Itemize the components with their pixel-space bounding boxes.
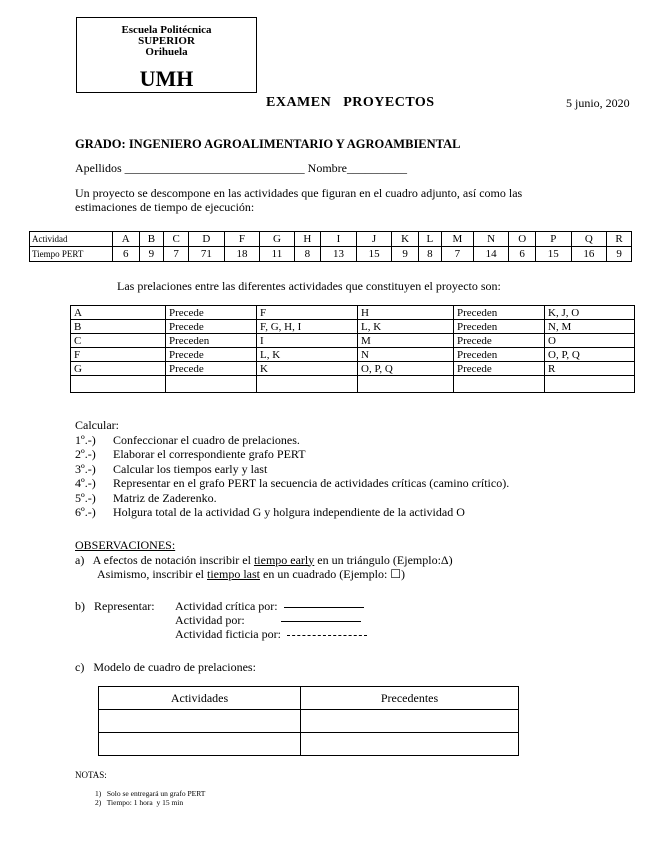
dummy-activity-label: Actividad ficticia por: bbox=[175, 627, 281, 641]
activity-label: Actividad bbox=[30, 232, 113, 247]
cell: Precede bbox=[454, 334, 545, 348]
critical-line-sample bbox=[284, 607, 364, 608]
cell: L, K bbox=[257, 348, 358, 362]
exam-title: EXAMEN PROYECTOS bbox=[266, 95, 435, 110]
time-cell: 9 bbox=[607, 247, 632, 262]
section-c-label: c) Modelo de cuadro de prelaciones: bbox=[75, 660, 256, 674]
cell bbox=[358, 376, 454, 393]
item-number: 6º.-) bbox=[75, 505, 96, 519]
calculate-title: Calcular: bbox=[75, 418, 119, 432]
item-number: 5º.-) bbox=[75, 490, 96, 505]
cell: F bbox=[71, 348, 166, 362]
activity-cell: F bbox=[224, 232, 260, 247]
time-cell: 13 bbox=[321, 247, 357, 262]
cell: Preceden bbox=[454, 306, 545, 320]
activity-cell: I bbox=[321, 232, 357, 247]
logo-line-3: Orihuela bbox=[145, 46, 188, 58]
cell: Precede bbox=[454, 362, 545, 376]
item-number: 1º.-) bbox=[75, 432, 96, 447]
logo-umh: UMH bbox=[139, 66, 194, 91]
cell: L, K bbox=[358, 320, 454, 334]
notes-title: NOTAS: bbox=[75, 770, 107, 780]
time-cell: 71 bbox=[189, 247, 225, 262]
activity-cell: A bbox=[113, 232, 140, 247]
time-cell: 18 bbox=[224, 247, 260, 262]
activity-cell: Q bbox=[571, 232, 607, 247]
cell: Precede bbox=[166, 362, 257, 376]
time-cell: 8 bbox=[418, 247, 441, 262]
cell bbox=[301, 710, 519, 733]
intro-text: Un proyecto se descompone en las actividades que figuran en el cuadro adjunto, así como las estimaciones de tiempo de ejecución: bbox=[75, 186, 523, 214]
item-text: Confeccionar el cuadro de prelaciones. bbox=[113, 432, 300, 447]
list-item bbox=[75, 476, 509, 491]
table-row bbox=[71, 320, 635, 334]
times-table bbox=[29, 231, 632, 262]
list-item bbox=[75, 447, 509, 462]
cell bbox=[99, 733, 301, 756]
activity-cell: J bbox=[356, 232, 392, 247]
apellidos-field[interactable]: Apellidos ______________________________ bbox=[75, 161, 305, 175]
activity-cell: D bbox=[189, 232, 225, 247]
cell bbox=[454, 376, 545, 393]
obs-a2-suffix: en un cuadrado (Ejemplo: ☐) bbox=[260, 567, 406, 581]
school-logo-box bbox=[76, 17, 257, 93]
time-cell: 14 bbox=[473, 247, 509, 262]
activity-cell: P bbox=[535, 232, 571, 247]
critical-activity-label: Actividad crítica por: bbox=[175, 599, 278, 613]
table-row bbox=[99, 733, 519, 756]
time-cell: 6 bbox=[113, 247, 140, 262]
cell: K bbox=[257, 362, 358, 376]
cell: N bbox=[358, 348, 454, 362]
cell: Preceden bbox=[454, 348, 545, 362]
name-fields bbox=[75, 161, 407, 176]
item-text: Holgura total de la actividad G y holgura independiente de la actividad O bbox=[113, 505, 465, 519]
time-row bbox=[30, 247, 632, 262]
item-number: 3º.-) bbox=[75, 461, 96, 476]
calculate-section bbox=[75, 418, 509, 520]
cell: C bbox=[71, 334, 166, 348]
prelations-table bbox=[70, 305, 635, 393]
activity-cell: M bbox=[441, 232, 473, 247]
item-text: Representar en el grafo PERT la secuencia de actividades críticas (camino crítico). bbox=[113, 476, 510, 490]
cell: K, J, O bbox=[545, 306, 635, 320]
activity-cell: K bbox=[392, 232, 419, 247]
cell: Precede bbox=[166, 306, 257, 320]
cell: R bbox=[545, 362, 635, 376]
cell: Precede bbox=[166, 320, 257, 334]
obs-a2-prefix: Asimismo, inscribir el bbox=[97, 567, 207, 581]
observations-title: OBSERVACIONES: bbox=[75, 538, 176, 552]
time-cell: 7 bbox=[164, 247, 189, 262]
table-row bbox=[71, 306, 635, 320]
time-cell: 9 bbox=[139, 247, 164, 262]
item-text: Elaborar el correspondiente grafo PERT bbox=[113, 447, 306, 461]
observation-a bbox=[75, 553, 453, 568]
cell bbox=[166, 376, 257, 393]
cell: Precede bbox=[166, 348, 257, 362]
cell: O, P, Q bbox=[545, 348, 635, 362]
time-cell: 15 bbox=[356, 247, 392, 262]
cell: F, G, H, I bbox=[257, 320, 358, 334]
nombre-field[interactable]: Nombre__________ bbox=[307, 161, 407, 175]
obs-a-underlined: tiempo early bbox=[253, 552, 315, 567]
activity-line-sample bbox=[281, 621, 361, 622]
time-cell: 15 bbox=[535, 247, 571, 262]
dummy-line-sample bbox=[287, 635, 367, 636]
col-precedents: Precedentes bbox=[301, 687, 519, 710]
table-row bbox=[71, 334, 635, 348]
cell: O bbox=[545, 334, 635, 348]
activity-cell: G bbox=[260, 232, 294, 247]
table-row bbox=[71, 362, 635, 376]
cell: H bbox=[358, 306, 454, 320]
cell bbox=[301, 733, 519, 756]
time-cell: 11 bbox=[260, 247, 294, 262]
obs-a2-underlined: tiempo last bbox=[207, 567, 260, 581]
table-row bbox=[71, 348, 635, 362]
item-number: 4º.-) bbox=[75, 476, 96, 490]
time-cell: 16 bbox=[571, 247, 607, 262]
cell: G bbox=[71, 362, 166, 376]
list-item bbox=[75, 491, 509, 506]
activity-cell: N bbox=[473, 232, 509, 247]
activity-cell: R bbox=[607, 232, 632, 247]
obs-a-prefix: a) A efectos de notación inscribir el bbox=[75, 552, 254, 567]
activity-cell: H bbox=[294, 232, 321, 247]
cell: Preceden bbox=[454, 320, 545, 334]
list-item bbox=[75, 505, 509, 520]
activity-row bbox=[30, 232, 632, 247]
cell bbox=[99, 710, 301, 733]
col-activities: Actividades bbox=[99, 687, 301, 710]
cell bbox=[71, 376, 166, 393]
degree-title: GRADO: INGENIERO AGROALIMENTARIO Y AGROAMBIENTAL bbox=[75, 137, 461, 151]
notes-list bbox=[95, 789, 205, 807]
time-cell: 8 bbox=[294, 247, 321, 262]
cell bbox=[257, 376, 358, 393]
cell: F bbox=[257, 306, 358, 320]
observations-section bbox=[75, 538, 453, 582]
activity-cell: L bbox=[418, 232, 441, 247]
cell: O, P, Q bbox=[358, 362, 454, 376]
cell: I bbox=[257, 334, 358, 348]
prelations-intro: Las prelaciones entre las diferentes actividades que constituyen el proyecto son: bbox=[117, 279, 501, 293]
cell bbox=[545, 376, 635, 393]
observation-a2 bbox=[75, 567, 453, 582]
time-cell: 9 bbox=[392, 247, 419, 262]
exam-date: 5 junio, 2020 bbox=[566, 96, 630, 110]
logo-line-2: SUPERIOR bbox=[138, 35, 195, 47]
obs-a-suffix: en un triángulo (Ejemplo:Δ) bbox=[314, 552, 453, 567]
time-label: Tiempo PERT bbox=[30, 247, 113, 262]
item-text: Calcular los tiempos early y last bbox=[113, 461, 268, 476]
table-row bbox=[99, 710, 519, 733]
cell: N, M bbox=[545, 320, 635, 334]
activity-cell: C bbox=[164, 232, 189, 247]
list-item bbox=[75, 433, 509, 448]
cell: Preceden bbox=[166, 334, 257, 348]
note-1: 1) Solo se entregará un grafo PERT bbox=[95, 789, 206, 798]
cell: M bbox=[358, 334, 454, 348]
cell: A bbox=[71, 306, 166, 320]
note-2: 2) Tiempo: 1 hora y 15 min bbox=[95, 798, 184, 807]
logo-line-1: Escuela Politécnica bbox=[121, 24, 212, 36]
list-item bbox=[75, 462, 509, 477]
cell: B bbox=[71, 320, 166, 334]
item-text: Matriz de Zaderenko. bbox=[113, 490, 217, 505]
time-cell: 7 bbox=[441, 247, 473, 262]
time-cell: 6 bbox=[509, 247, 536, 262]
activity-label: Actividad por: bbox=[175, 613, 245, 627]
activity-cell: B bbox=[139, 232, 164, 247]
table-row bbox=[99, 687, 519, 710]
item-number: 2º.-) bbox=[75, 447, 96, 461]
activity-cell: O bbox=[509, 232, 536, 247]
section-b bbox=[75, 599, 367, 641]
model-prelations-table bbox=[98, 686, 519, 756]
table-row bbox=[71, 376, 635, 393]
section-b-label: b) Representar: bbox=[75, 599, 155, 613]
